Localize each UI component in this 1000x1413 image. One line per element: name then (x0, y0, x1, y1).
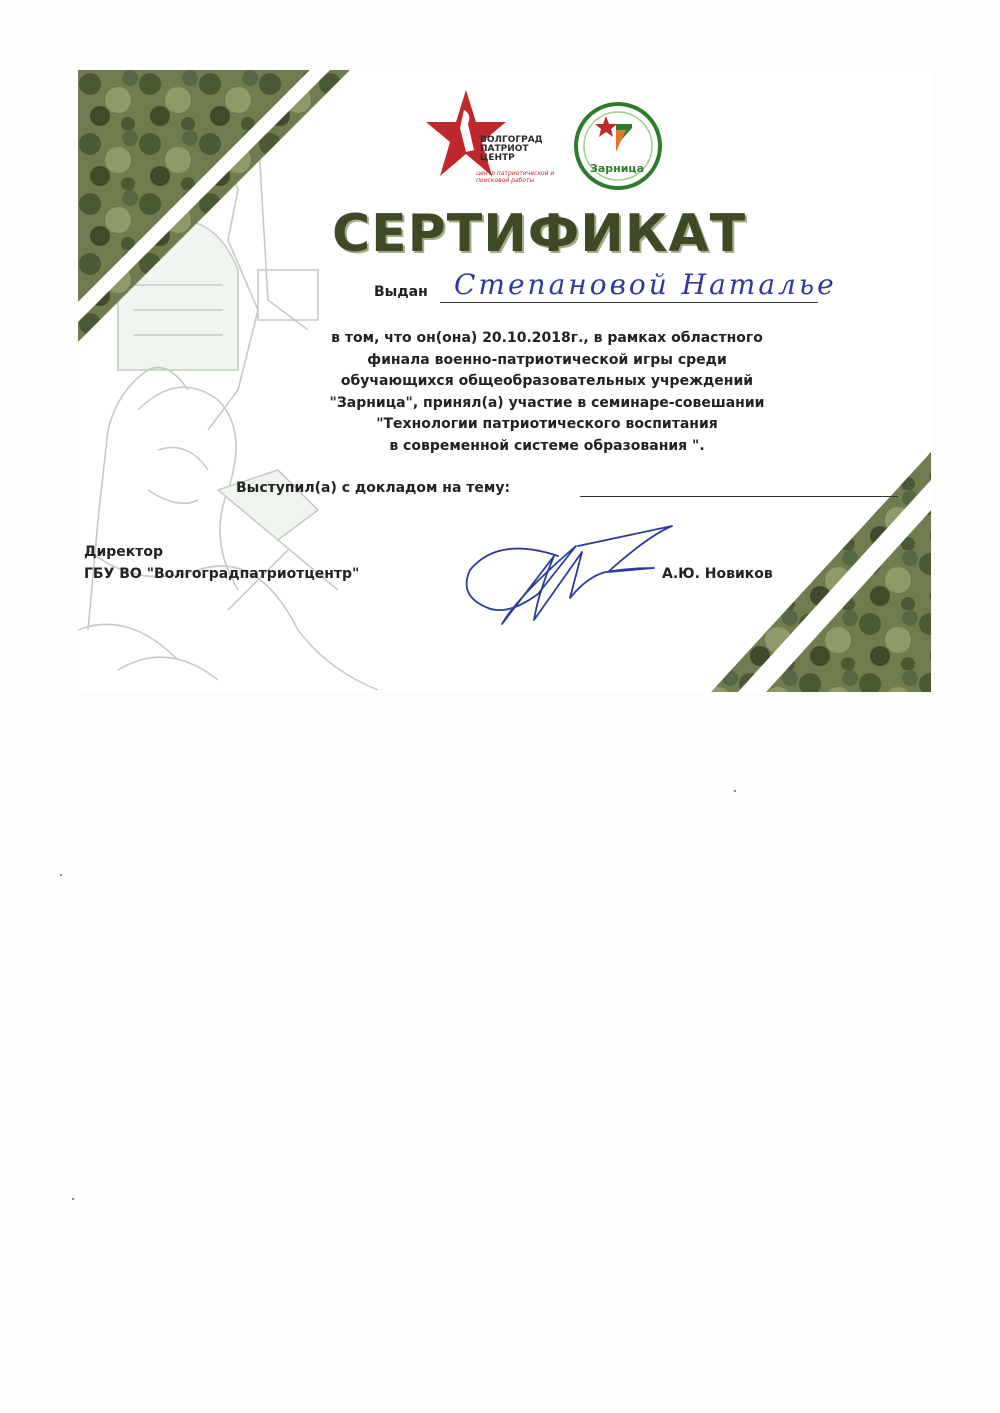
volgograd-logo-text (480, 136, 543, 163)
certificate (78, 70, 931, 692)
volgograd-logo-line-2: ПАТРИОТ (480, 144, 529, 154)
report-topic-label: Выступил(а) с докладом на тему: (236, 480, 511, 496)
body-line-2: финала военно-патриотической игры среди (367, 351, 727, 368)
body-line-4: "Зарница", принял(а) участие в семинаре-совешании (329, 394, 765, 411)
report-topic-underline (580, 496, 898, 497)
scan-speck (72, 1198, 74, 1200)
certificate-body (274, 328, 820, 458)
recipient-name: Степановой Наталье (454, 268, 837, 301)
volgograd-logo-line-3: ЦЕНТР (480, 153, 515, 163)
director-title: Директор (84, 544, 164, 560)
volgograd-logo-line-1: ВОЛГОГРАД (480, 135, 543, 145)
scan-speck (734, 790, 736, 792)
body-line-1: в том, что он(она) 20.10.2018г., в рамках областного (331, 330, 763, 346)
signer-name: А.Ю. Новиков (662, 566, 773, 582)
zarnitsa-logo (566, 102, 670, 190)
director-signature (458, 516, 688, 630)
zarnitsa-logo-name: Зарница (590, 162, 644, 175)
certificate-title: СЕРТИФИКАТ (331, 204, 747, 264)
zarnitsa-emblem-icon (566, 102, 670, 190)
issued-underline (440, 302, 818, 303)
volgograd-patriot-logo (426, 90, 566, 190)
scan-speck (60, 874, 62, 876)
director-organization: ГБУ ВО "Волгоградпатриотцентр" (84, 566, 360, 582)
issued-label: Выдан (374, 284, 428, 300)
volgograd-logo-subtitle: центр патриотической и поисковой работы (476, 170, 555, 184)
body-line-6: в современной системе образования ". (389, 437, 705, 454)
body-line-5: "Технологии патриотического воспитания (376, 416, 718, 433)
body-line-3: обучающихся общеобразовательных учреждений (340, 373, 754, 390)
